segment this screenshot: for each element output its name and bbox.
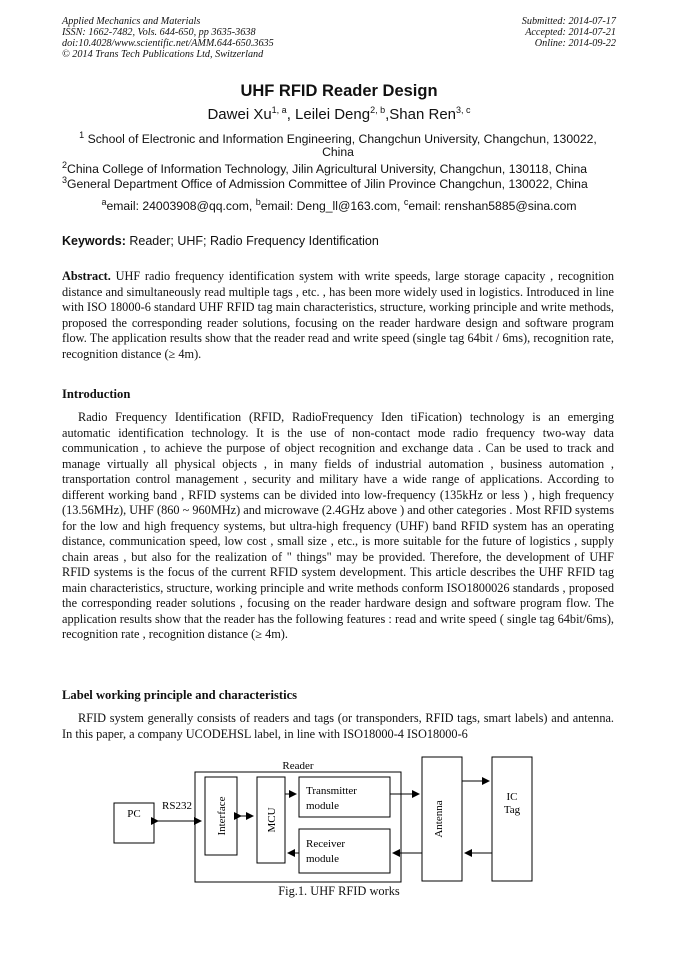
journal-name: Applied Mechanics and Materials — [62, 16, 201, 27]
author-name: Leilei Deng — [295, 106, 371, 123]
rs232-label: RS232 — [162, 800, 192, 812]
introduction-paragraph: Radio Frequency Identification (RFID, RadioFrequency Iden tiFication) technology is an emerging automatic identification technology. It is the use of non-contact mode radio frequency two-way data communication , to achieve the purpose of object recognition and exchange data . Can be used to track and manage virtually all physical objects , in many fields of industrial automation , business automation , transportation control management , security and military have a wide range of applications. According to different working band , RFID systems can be divided into low-frequency (135kHz or less ) , high frequency (13.56MHz), UHF (860 ~ 960MHz) and microwave (2.4GHz above ) and other categories . Most RFID systems for the low and high frequency systems, but ultra-high frequency (UHF) band RFID system has an operating distance, communication speed, low cost , small size , etc., is more suitable for the future of logistics , supply chain areas , but also for the realization of " things" may be provided. Therefore, the development of UHF RFID systems is the focus of the current RFID system development. This article describes the UHF RFID tag main characteristics, structure, working principle and write methods conform ISO1800026 standards , proposed the corresponding reader solutions , focusing on the reader hardware design and software program flow. The application results show that the reader has the following features : read and write speed ( single tag 64bit/6ms), recognition rate , recognition distance (≥ 4m). — [62, 410, 614, 641]
abstract-text: UHF radio frequency identification system with write speeds, large storage capacity , recognition distance and simultaneously read multiple tags , etc. , has been more widely used in logistics. Introduced in line with ISO 18000-6 standard UHF RFID tag main characteristics, structure, working principle and write methods, proposed the corresponding reader solutions, focusing on the reader hardware design and software program flow. The application results show that the reader read and write speed (single tag 64bit / 6ms), recognition rate, recognition distance (≥ 4m). — [62, 269, 614, 361]
reader-box — [195, 772, 401, 882]
receiver-box — [299, 829, 390, 873]
email-sup: a — [101, 196, 107, 207]
transmitter-label-1: Transmitter — [306, 785, 357, 797]
affiliation-text: China College of Information Technology, Jilin Agricultural University, Changchun, 130118, China — [67, 162, 588, 176]
pc-label: PC — [127, 808, 141, 820]
mcu-label: MCU — [266, 807, 278, 833]
email-text: email: 24003908@qq.com, — [106, 199, 256, 213]
accepted-date: Accepted: 2014-07-21 — [525, 27, 616, 38]
transmitter-box — [299, 777, 390, 817]
doi-line: doi:10.4028/www.scientific.net/AMM.644-650.3635 — [62, 38, 274, 49]
keywords — [62, 234, 614, 248]
section-heading-introduction: Introduction — [62, 387, 131, 401]
email-line — [0, 196, 678, 213]
abstract-label: Abstract. — [62, 269, 111, 283]
figure-caption: Fig.1. UHF RFID works — [278, 884, 400, 898]
author-name: Dawei Xu — [207, 106, 272, 123]
email-text: email: Deng_ll@163.com, — [260, 199, 404, 213]
affiliation-sup: 3 — [62, 174, 68, 185]
pc-box — [114, 803, 154, 843]
submission-dates — [522, 16, 616, 49]
ic-label: IC — [506, 791, 518, 803]
online-date: Online: 2014-09-22 — [534, 38, 616, 49]
affiliation-text: School of Electronic and Information Engineering, Changchun University, Changchun, 130022, China — [87, 132, 597, 159]
antenna-box — [422, 757, 462, 881]
reader-label: Reader — [282, 760, 314, 772]
label-principle-paragraph: RFID system generally consists of readers and tags (or transponders, RFID tags, smart labels) and antenna. In this paper, a company UCODEHSL label, in line with ISO18000-4 ISO18000-6 — [62, 711, 614, 741]
affiliation-3 — [62, 174, 614, 191]
transmitter-label-2: module — [306, 800, 339, 812]
copyright-line: © 2014 Trans Tech Publications Ltd, Switzerland — [62, 49, 264, 60]
receiver-label-1: Receiver — [306, 838, 346, 850]
antenna-label: Antenna — [433, 800, 445, 838]
affiliation-sup: 1 — [79, 129, 85, 140]
email-text: email: renshan5885@sina.com — [408, 199, 577, 213]
journal-info — [62, 16, 274, 60]
affiliation-text: General Department Office of Admission Committee of Jilin Province Changchun, 130022, China — [67, 177, 588, 191]
abstract — [62, 269, 614, 362]
author-sup: 1, a — [271, 105, 287, 115]
keywords-label: Keywords: — [62, 234, 126, 248]
interface-label: Interface — [216, 796, 228, 836]
author-name: Shan Ren — [389, 106, 456, 123]
email-sup: c — [403, 196, 409, 207]
ic-tag-box — [492, 757, 532, 881]
affiliation-sup: 2 — [62, 159, 68, 170]
section-heading-label-principle: Label working principle and characteristics — [62, 688, 298, 702]
affiliation-2 — [62, 159, 614, 176]
affiliation-1 — [62, 129, 614, 159]
paper-title: UHF RFID Reader Design — [240, 82, 438, 100]
issn-line: ISSN: 1662-7482, Vols. 644-650, pp 3635-3638 — [62, 27, 256, 38]
submitted-date: Submitted: 2014-07-17 — [521, 16, 616, 27]
keywords-text: Reader; UHF; Radio Frequency Identification — [125, 234, 379, 248]
receiver-label-2: module — [306, 853, 339, 865]
interface-box — [205, 777, 237, 855]
author-line: Dawei Xu$^{1, a}$, Leilei Deng$^{2, b}$,Shan Ren$^{3, c}$ — [207, 105, 471, 123]
tag-label: Tag — [503, 804, 521, 816]
email-sup: b — [255, 196, 261, 207]
mcu-box — [257, 777, 285, 863]
author-sup: 2, b — [370, 105, 386, 115]
author-sup: 3, c — [456, 105, 471, 115]
